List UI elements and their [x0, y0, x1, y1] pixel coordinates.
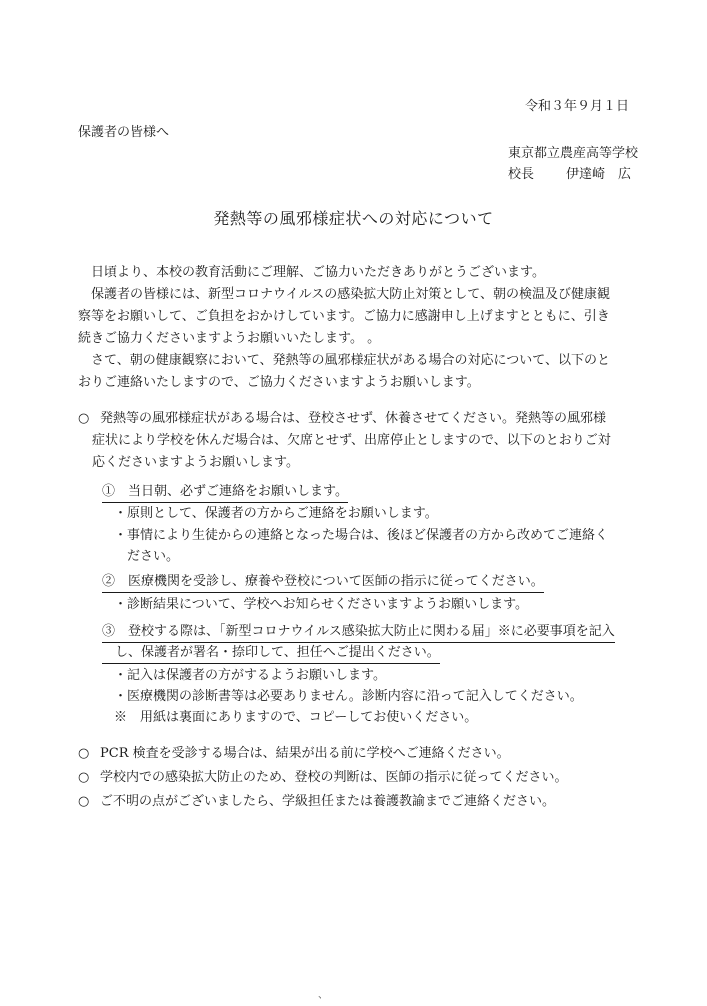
step-2-heading: ② 医療機関を受診し、療養や登校について医師の指示に従ってください。	[102, 572, 544, 593]
intro-line: 日頃より、本校の教育活動にご理解、ご協力いただきありがとうございます。	[91, 265, 545, 280]
step-3-item: ・医療機関の診断書等は必要ありません。診断内容に沿って記入してください。	[114, 689, 583, 704]
bullet-pcr	[78, 743, 510, 764]
intro-line: さて、朝の健康観察において、発熱等の風邪様症状がある場合の対応について、以下のと	[91, 353, 610, 368]
step-1-heading: ① 当日朝、必ずご連絡をお願いします。	[102, 482, 348, 503]
main-bullet-line: 症状により学校を休んだ場合は、欠席とせず、出席停止としますので、以下のとおりご対	[92, 433, 611, 448]
step-1-item: ださい。	[114, 549, 180, 564]
intro-line: 保護者の皆様には、新型コロナウイルスの感染拡大防止対策として、朝の検温及び健康観	[91, 287, 610, 302]
document-date: 令和３年９月１日	[524, 99, 629, 114]
principal-title: 校長	[508, 167, 535, 182]
intro-paragraph	[78, 262, 638, 394]
bullet-text: 学校内での感染拡大防止のため、登校の判断は、医師の指示に従ってください。	[100, 770, 568, 785]
main-bullet-line	[78, 408, 638, 430]
recipient-line: 保護者の皆様へ	[78, 125, 170, 140]
scan-mark: 、	[318, 990, 328, 1001]
step-1-item: ・事情により生徒からの連絡となった場合は、後ほど保護者の方から改めてご連絡く	[114, 528, 609, 543]
main-bullet-text: 発熱等の風邪様症状がある場合は、登校させず、休養させてください。発熱等の風邪様	[100, 411, 606, 426]
step-1-item: ・原則として、保護者の方からご連絡をお願いします。	[114, 506, 438, 521]
step-3-note: ※ 用紙は裏面にありますので、コピーしてお使いください。	[114, 710, 478, 725]
intro-line: 続きご協力くださいますようお願いいたします。 。	[78, 331, 381, 346]
bullet-contact	[78, 791, 555, 812]
bullet-text: ご不明の点がございましたら、学級担任または養護教諭までご連絡ください。	[100, 794, 556, 809]
intro-line: おりご連絡いたしますので、ご協力くださいますようお願いします。	[78, 375, 480, 390]
bullet-circle-icon: ○	[78, 794, 90, 809]
sender-block	[508, 143, 638, 185]
bullet-text: PCR 検査を受診する場合は、結果が出る前に学校へご連絡ください。	[100, 746, 510, 761]
principal-line	[508, 164, 638, 185]
step-3-item: ・記入は保護者の方がするようお願いします。	[114, 668, 386, 683]
intro-line: 察等をお願いして、ご負担をおかけしています。ご協力に感謝申し上げますとともに、引き	[78, 309, 610, 324]
step-3-heading: ③ 登校する際は、「新型コロナウイルス感染拡大防止に関わる届」※に必要事項を記入	[102, 622, 615, 643]
main-bullet-line: 応くださいますようお願いします。	[92, 455, 299, 470]
school-name: 東京都立農産高等学校	[508, 146, 639, 161]
step-3-heading: し、保護者が署名・捺印して、担任へご提出ください。	[102, 643, 440, 664]
principal-name: 伊達崎 広	[566, 167, 632, 182]
bullet-circle-icon: ○	[78, 411, 90, 426]
document-title: 発熱等の風邪様症状への対応について	[213, 209, 494, 228]
main-bullet	[78, 408, 638, 474]
bullet-infection-prevention	[78, 767, 567, 788]
step-2-item: ・診断結果について、学校へお知らせくださいますようお願いします。	[114, 597, 529, 612]
bullet-circle-icon: ○	[78, 746, 90, 761]
bullet-circle-icon: ○	[78, 770, 90, 785]
